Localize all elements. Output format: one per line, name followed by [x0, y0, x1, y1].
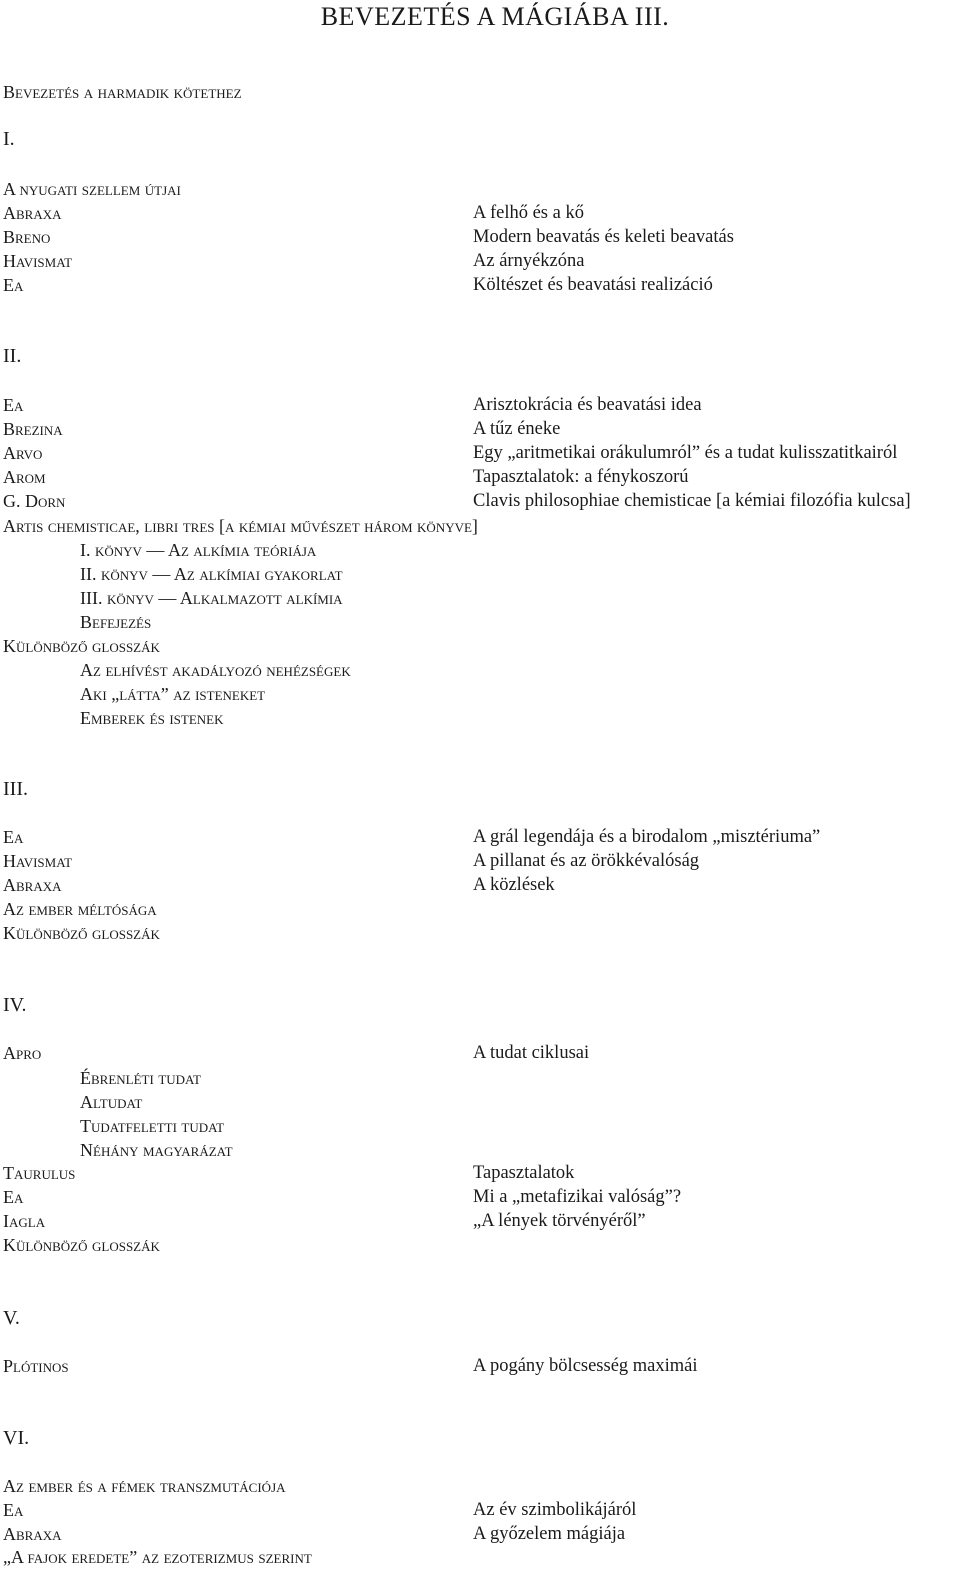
s1-title-1: A felhő és a kő [473, 203, 584, 223]
s1-title-3: Az árnyékzóna [473, 251, 585, 271]
s6-author-3: Abraxa [3, 1524, 62, 1544]
s2-title-3: Egy „aritmetikai orákulumról” és a tudat kulisszatitkairól [473, 443, 898, 463]
section-numeral-1: I. [3, 128, 15, 150]
s6-author-2: Ea [3, 1500, 24, 1520]
s1-author-1: Abraxa [3, 203, 62, 223]
s4-sub-2: Altudat [80, 1092, 143, 1112]
s3-author-2: Havismat [3, 851, 73, 871]
s4-author-4: Különböző glosszák [3, 1235, 160, 1255]
s5-author-1: Plótinos [3, 1356, 69, 1376]
s2-glossary-heading: Különböző glosszák [3, 636, 160, 656]
s1-author-2: Breno [3, 227, 51, 247]
s6-title-2: A győzelem mágiája [473, 1524, 626, 1544]
s2-title-5: Clavis philosophiae chemisticae [a kémiai filozófia kulcsa] [473, 491, 911, 511]
s1-author-3: Havismat [3, 251, 73, 271]
s2-title-2: A tűz éneke [473, 419, 561, 439]
section-numeral-4: IV. [3, 994, 27, 1016]
s4-title-apro: A tudat ciklusai [473, 1043, 590, 1063]
s6-author-4: „A fajok eredete” az ezoterizmus szerint [3, 1547, 312, 1567]
s2-artis-heading: Artis chemisticae, libri tres [a kémiai művészet három könyve] [3, 516, 478, 536]
s2-author-2: Brezina [3, 419, 63, 439]
intro-heading: Bevezetés a harmadik kötethez [3, 82, 242, 102]
s1-title-4: Költészet és beavatási realizáció [473, 275, 713, 295]
s4-title-1: Tapasztalatok [473, 1163, 575, 1183]
s6-title-1: Az év szimbolikájáról [473, 1500, 637, 1520]
s4-sub-4: Néhány magyarázat [80, 1140, 233, 1160]
s4-author-2: Ea [3, 1187, 24, 1207]
s2-glossary-item-2: Aki „látta” az isteneket [80, 684, 266, 704]
s3-title-2: A pillanat és az örökkévalóság [473, 851, 700, 871]
s3-author-3: Abraxa [3, 875, 62, 895]
s3-author-1: Ea [3, 827, 24, 847]
s4-title-3: „A lények törvényéről” [473, 1211, 646, 1231]
s2-book-2: II. könyv — Az alkímiai gyakorlat [80, 564, 343, 584]
s4-title-2: Mi a „metafizikai valóság”? [473, 1187, 682, 1207]
s2-author-3: Arvo [3, 443, 43, 463]
section-numeral-2: II. [3, 345, 22, 367]
s2-book-3: III. könyv — Alkalmazott alkímia [80, 588, 343, 608]
s2-author-1: Ea [3, 395, 24, 415]
s4-author-apro: Apro [3, 1043, 42, 1063]
s2-glossary-item-1: Az elhívést akadályozó nehézségek [80, 660, 351, 680]
s5-title-1: A pogány bölcsesség maximái [473, 1356, 698, 1376]
section-1-group: A nyugati szellem útjai [3, 179, 181, 199]
s2-glossary-item-3: Emberek és istenek [80, 708, 224, 728]
s3-author-5: Különböző glosszák [3, 923, 160, 943]
s4-author-3: Iagla [3, 1211, 46, 1231]
s3-title-3: A közlések [473, 875, 555, 895]
s3-author-4: Az ember méltósága [3, 899, 157, 919]
s2-book-1: I. könyv — Az alkímia teóriája [80, 540, 317, 560]
s4-sub-3: Tudatfeletti tudat [80, 1116, 225, 1136]
s3-title-1: A grál legendája és a birodalom „misztériuma” [473, 827, 821, 847]
s2-author-5: G. Dorn [3, 491, 66, 511]
s6-author-1: Az ember és a fémek transzmutációja [3, 1476, 286, 1496]
section-numeral-6: VI. [3, 1427, 30, 1449]
section-numeral-3: III. [3, 778, 28, 800]
s1-author-4: Ea [3, 275, 24, 295]
s2-title-1: Arisztokrácia és beavatási idea [473, 395, 702, 415]
s2-author-4: Arom [3, 467, 46, 487]
section-numeral-5: V. [3, 1307, 20, 1329]
s2-title-4: Tapasztalatok: a fénykoszorú [473, 467, 689, 487]
s2-book-4: Befejezés [80, 612, 152, 632]
s1-title-2: Modern beavatás és keleti beavatás [473, 227, 734, 247]
page-title: BEVEZETÉS A MÁGIÁBA III. [320, 2, 670, 31]
s4-author-1: Taurulus [3, 1163, 76, 1183]
s4-sub-1: Ébrenléti tudat [80, 1068, 201, 1088]
